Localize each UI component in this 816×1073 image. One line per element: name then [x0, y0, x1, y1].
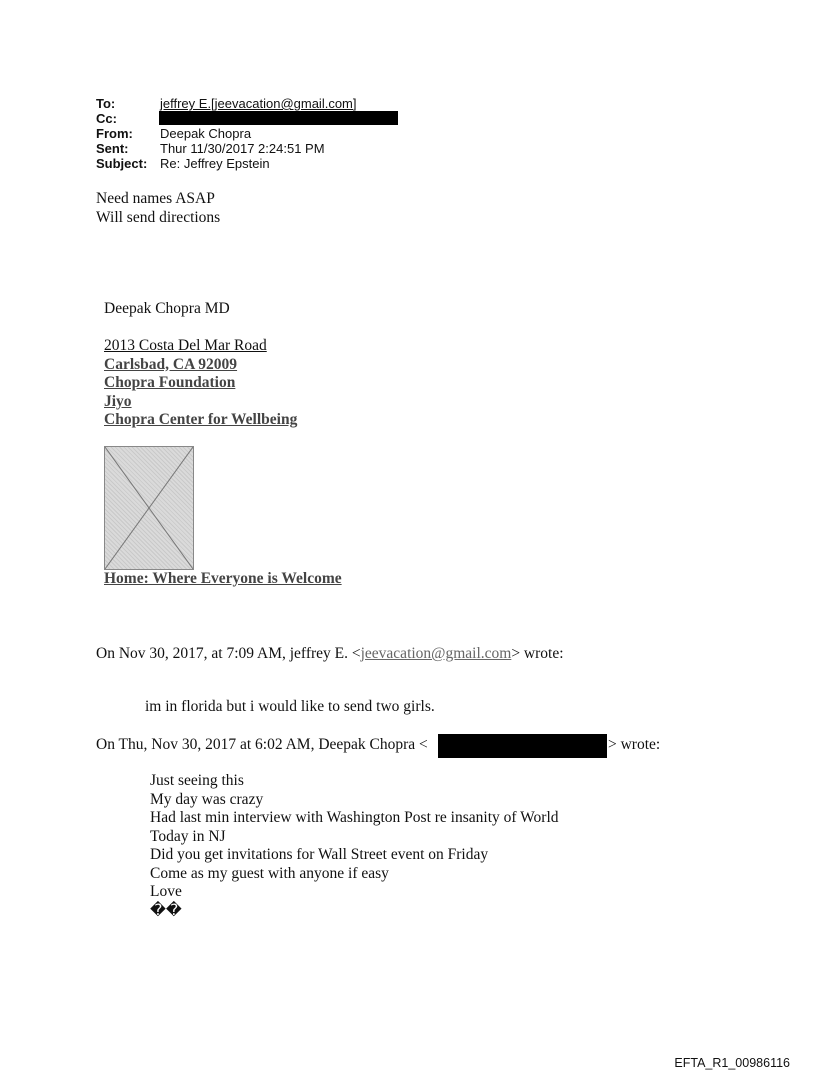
quoted-reply-1: im in florida but i would like to send two girls.: [145, 698, 435, 715]
sent-value: Thur 11/30/2017 2:24:51 PM: [160, 141, 325, 156]
home-link[interactable]: Home: Where Everyone is Welcome: [104, 570, 342, 587]
to-label: To:: [96, 96, 116, 111]
quoted-line: Just seeing this: [150, 772, 244, 789]
subject-label: Subject:: [96, 156, 148, 171]
chopra-foundation-link[interactable]: Chopra Foundation: [104, 374, 236, 391]
cc-label: Cc:: [96, 111, 117, 126]
cc-redaction-bar: [159, 111, 398, 125]
quoted-line: Today in NJ: [150, 827, 226, 845]
quote-intro-1-prefix: On Nov 30, 2017, at 7:09 AM, jeffrey E. <: [96, 645, 361, 662]
signature-name: Deepak Chopra MD: [104, 300, 230, 317]
chopra-center-link[interactable]: Chopra Center for Wellbeing: [104, 411, 298, 428]
quoted-line: Did you get invitations for Wall Street event on Friday: [150, 846, 489, 863]
body-line: Will send directions: [96, 208, 221, 226]
quoted-line-glyphs: ��: [150, 901, 182, 919]
quoted-line: Come as my guest with anyone if easy: [150, 864, 389, 882]
to-value[interactable]: jeffrey E.[jeevacation@gmail.com]: [160, 96, 357, 111]
quote-intro-1: [96, 645, 564, 664]
quote-intro-1-suffix: > wrote:: [511, 645, 564, 662]
subject-row: [96, 156, 357, 171]
quote-email-link[interactable]: jeevacation@gmail.com: [360, 645, 512, 662]
to-row: [96, 96, 357, 111]
image-cross-icon: [105, 447, 193, 569]
from-value: Deepak Chopra: [160, 126, 252, 141]
from-label: From:: [96, 126, 133, 141]
sent-row: [96, 141, 357, 156]
city-link[interactable]: Carlsbad, CA 92009: [104, 355, 238, 373]
email-header: [96, 96, 357, 171]
broken-image-placeholder-icon: [104, 446, 194, 570]
message-body: [96, 190, 220, 227]
quoted-reply-2: [150, 772, 559, 920]
quoted-line: Had last min interview with Washington Post re insanity of World: [150, 809, 559, 826]
body-line: Need names ASAP: [96, 190, 215, 207]
address-redaction-bar: [438, 734, 607, 758]
quote-intro-2-suffix: > wrote:: [608, 736, 661, 753]
quote-intro-2: On Thu, Nov 30, 2017 at 6:02 AM, Deepak Chopra <: [96, 736, 428, 753]
quoted-line: My day was crazy: [150, 790, 264, 808]
from-row: [96, 126, 357, 141]
subject-value: Re: Jeffrey Epstein: [160, 156, 270, 171]
signature-links: [104, 337, 297, 430]
sent-label: Sent:: [96, 141, 129, 156]
quoted-line: Love: [150, 883, 182, 900]
document-id: EFTA_R1_00986116: [674, 1056, 790, 1070]
address-link[interactable]: 2013 Costa Del Mar Road: [104, 337, 267, 354]
jiyo-link[interactable]: Jiyo: [104, 392, 132, 410]
